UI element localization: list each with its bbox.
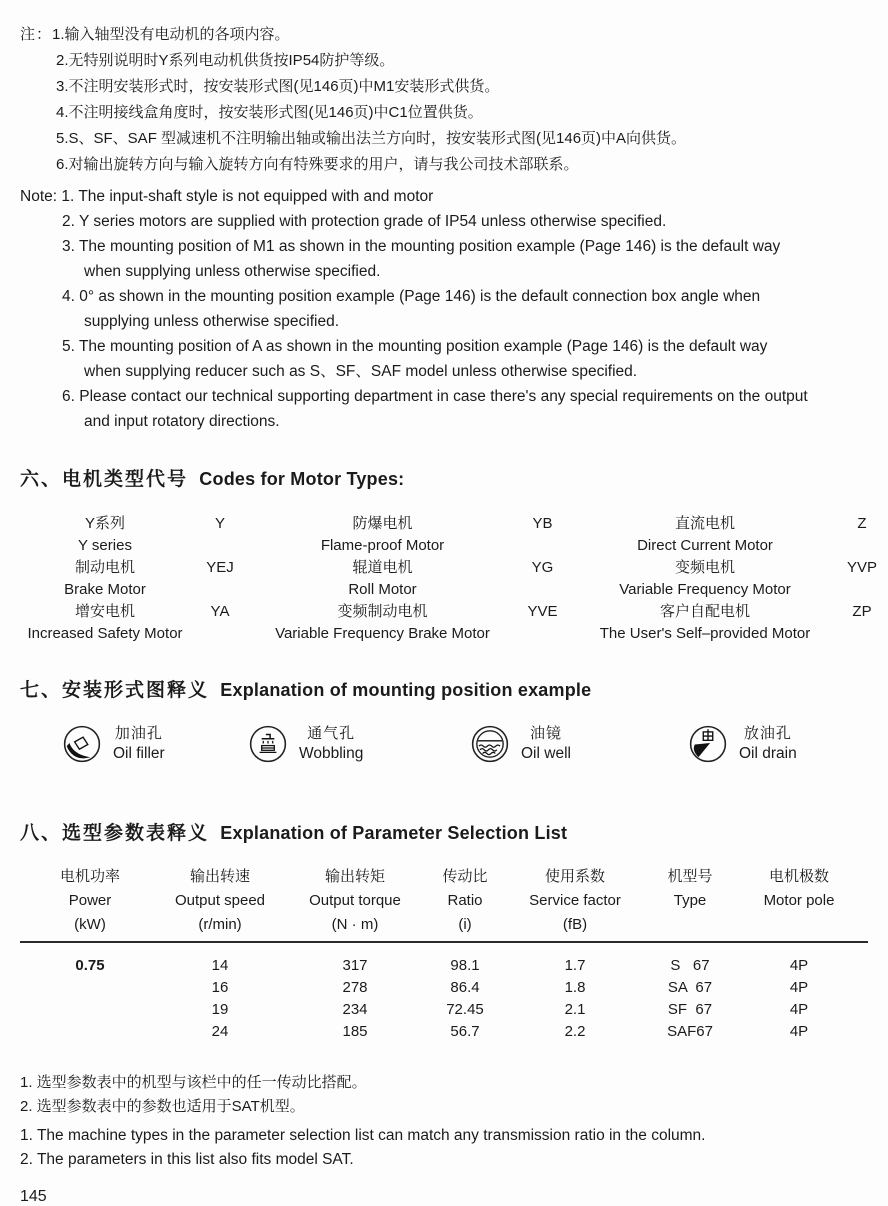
note-cn-prefix: 注： [20, 26, 53, 43]
cell-torque: 185 [342, 1023, 368, 1040]
note-en-line: 4. 0° as shown in the mounting position example (Page 146) is the default connection box angle when [62, 288, 761, 305]
wobbling-label [299, 724, 363, 764]
note-en-line: 2. Y series motors are supplied with protection grade of IP54 unless otherwise specified. [62, 213, 667, 230]
cell-pole: 4P [789, 1001, 809, 1018]
section-mounting-title [20, 675, 870, 702]
note-en-line: when supplying reducer such as S、SF、SAF model unless otherwise specified. [84, 363, 638, 380]
cell-power: 0.75 [75, 957, 105, 974]
motor-name-en: Roll Motor [348, 581, 417, 598]
motor-name-en: Increased Safety Motor [27, 625, 183, 642]
cell-speed: 19 [211, 1001, 229, 1018]
oil-well-icon [470, 724, 510, 764]
oil-filler-label-cn: 加油孔 [114, 725, 163, 742]
header-output-torque: 输出转矩 Output torque (N · m) [309, 868, 401, 933]
motor-code-name [570, 513, 840, 557]
oil-drain-icon [688, 724, 728, 764]
param-table-header [20, 865, 870, 937]
cell-factor: 2.2 [564, 1023, 586, 1040]
note-en-prefix: Note: [20, 188, 58, 205]
table-row [20, 977, 870, 999]
oil-well-label-en: Oil well [521, 745, 571, 762]
header-ratio: 传动比 Ratio (i) [442, 868, 488, 933]
motor-name-cn: 制动电机 [74, 559, 135, 576]
oil-drain-label [739, 724, 797, 764]
section-codes-title [20, 464, 870, 491]
wobbling-icon [248, 724, 288, 764]
cell-speed: 14 [211, 957, 229, 974]
cell-torque: 317 [342, 957, 368, 974]
cell-ratio: 72.45 [446, 1001, 484, 1018]
motor-code-value: YEJ [206, 559, 234, 576]
note-en-line: 3. The mounting position of M1 as shown in the mounting position example (Page 146) is the default way [62, 238, 781, 255]
note-cn-line: 2.无特别说明时Y系列电动机供货按IP54防护等级。 [56, 52, 395, 69]
oil-filler-item [62, 724, 165, 764]
motor-name-cn: 直流电机 [674, 515, 735, 532]
cell-type: SA 67 [667, 979, 713, 996]
motor-code-value: ZP [852, 603, 872, 620]
cell-pole: 4P [789, 1023, 809, 1040]
motor-name-cn: 变频电机 [674, 559, 735, 576]
mounting-icons-row [20, 724, 870, 776]
motor-code-name [250, 557, 515, 601]
section-mounting-title-cn: 七、安装形式图释义 [20, 680, 210, 701]
oil-well-label-cn: 油镜 [529, 725, 562, 742]
cell-speed: 16 [211, 979, 229, 996]
cell-power [20, 977, 160, 999]
note-cn-line: 3.不注明安装形式时，按安装形式图(见146页)中M1安装形式供货。 [56, 78, 500, 95]
footer-notes-english [20, 1124, 870, 1172]
motor-code-value: Z [857, 515, 867, 532]
motor-name-en: Variable Frequency Motor [619, 581, 791, 598]
note-cn-line: 4.不注明接线盒角度时，按安装形式图(见146页)中C1位置供货。 [56, 104, 483, 121]
section-codes-title-cn: 六、电机类型代号 [20, 469, 189, 490]
section-codes-title-en: Codes for Motor Types: [199, 469, 405, 489]
footer-notes-chinese [20, 1071, 870, 1119]
motor-name-en: The User's Self–provided Motor [599, 625, 811, 642]
motor-code-name [570, 601, 840, 645]
note-en-line [20, 184, 870, 209]
motor-name-en: Y series [78, 537, 132, 554]
oil-drain-item [688, 724, 797, 764]
cell-type: SAF67 [667, 1023, 713, 1040]
motor-code-value: YA [210, 603, 230, 620]
cell-factor: 1.8 [564, 979, 586, 996]
footer-note-cn: 2. 选型参数表中的参数也适用于SAT机型。 [20, 1098, 305, 1115]
header-output-speed: 输出转速 Output speed (r/min) [174, 868, 266, 933]
cell-power [20, 1021, 160, 1043]
page-number: 145 [20, 1188, 47, 1205]
motor-name-cn: Y系列 [84, 515, 125, 532]
section-param-title [20, 818, 870, 845]
motor-name-en: Brake Motor [64, 581, 146, 598]
motor-code-value: YB [532, 515, 553, 532]
note-cn-line [20, 22, 870, 48]
note-en-text: 1. The input-shaft style is not equipped with and motor [61, 188, 434, 205]
oil-filler-icon [62, 724, 102, 764]
motor-codes-table [20, 513, 877, 645]
notes-english [20, 184, 870, 434]
cell-pole: 4P [789, 979, 809, 996]
cell-torque: 234 [342, 1001, 368, 1018]
wobbling-item [248, 724, 363, 764]
section-param-title-cn: 八、选型参数表释义 [20, 823, 210, 844]
cell-factor: 2.1 [564, 1001, 586, 1018]
table-rule [20, 941, 868, 943]
notes-chinese [20, 22, 870, 178]
header-power: 电机功率 Power (kW) [59, 868, 120, 933]
motor-code-name [250, 601, 515, 645]
motor-name-en: Direct Current Motor [637, 537, 773, 554]
motor-code-name [570, 557, 840, 601]
table-row [20, 1021, 870, 1043]
motor-name-en: Flame-proof Motor [320, 537, 445, 554]
motor-code-name [20, 601, 190, 645]
note-en-line: 5. The mounting position of A as shown in the mounting position example (Page 146) is the default way [62, 338, 768, 355]
footer-note-en: 1. The machine types in the parameter selection list can match any transmission ratio in the column. [20, 1127, 706, 1144]
cell-ratio: 56.7 [450, 1023, 480, 1040]
motor-name-en: Variable Frequency Brake Motor [275, 625, 490, 642]
note-en-line: 6. Please contact our technical supporting department in case there's any special requirements on the output [62, 388, 808, 405]
motor-name-cn: 增安电机 [74, 603, 135, 620]
table-row [20, 955, 870, 977]
cell-type: SF 67 [667, 1001, 713, 1018]
header-motor-pole: 电机极数 Motor pole [763, 868, 835, 909]
footer-note-en: 2. The parameters in this list also fits model SAT. [20, 1151, 354, 1168]
oil-well-label [521, 724, 571, 764]
note-cn-line: 5.S、SF、SAF 型减速机不注明输出轴或输出法兰方向时，按安装形式图(见146页)中A向供货。 [56, 130, 687, 147]
motor-code-value: Y [214, 515, 225, 532]
wobbling-label-en: Wobbling [299, 745, 364, 762]
wobbling-label-cn: 通气孔 [307, 725, 356, 742]
header-type: 机型号 Type [667, 868, 713, 909]
motor-code-name [250, 513, 515, 557]
motor-code-value: YVE [527, 603, 558, 620]
section-mounting-title-en: Explanation of mounting position example [220, 680, 592, 700]
oil-filler-label [113, 724, 165, 764]
note-en-line: and input rotatory directions. [84, 413, 280, 430]
motor-name-cn: 变频制动电机 [337, 603, 428, 620]
oil-well-item [470, 724, 571, 764]
cell-pole: 4P [789, 957, 809, 974]
oil-drain-label-en: Oil drain [739, 745, 797, 762]
table-row [20, 999, 870, 1021]
header-service-factor: 使用系数 Service factor (fB) [529, 868, 621, 933]
cell-speed: 24 [211, 1023, 229, 1040]
section-param-title-en: Explanation of Parameter Selection List [220, 823, 568, 843]
oil-filler-label-en: Oil filler [113, 745, 165, 762]
motor-code-name [20, 557, 190, 601]
note-cn-line: 6.对输出旋转方向与输入旋转方向有特殊要求的用户，请与我公司技术部联系。 [56, 156, 579, 173]
cell-power [20, 999, 160, 1021]
motor-code-value: YVP [846, 559, 877, 576]
note-cn-text: 1.输入轴型没有电动机的各项内容。 [52, 26, 290, 43]
motor-code-value: YG [531, 559, 554, 576]
note-en-line: when supplying unless otherwise specified. [84, 263, 381, 280]
cell-type: S 67 [670, 957, 710, 974]
footer-note-cn: 1. 选型参数表中的机型与该栏中的任一传动比搭配。 [20, 1074, 367, 1091]
motor-name-cn: 客户自配电机 [659, 603, 750, 620]
cell-ratio: 86.4 [450, 979, 480, 996]
motor-name-cn: 防爆电机 [352, 515, 413, 532]
cell-factor: 1.7 [564, 957, 586, 974]
param-table-body [20, 955, 870, 1043]
motor-name-cn: 辊道电机 [352, 559, 413, 576]
note-en-line: supplying unless otherwise specified. [84, 313, 340, 330]
motor-code-name [20, 513, 190, 557]
oil-drain-label-cn: 放油孔 [743, 725, 792, 742]
cell-ratio: 98.1 [450, 957, 480, 974]
cell-torque: 278 [342, 979, 368, 996]
